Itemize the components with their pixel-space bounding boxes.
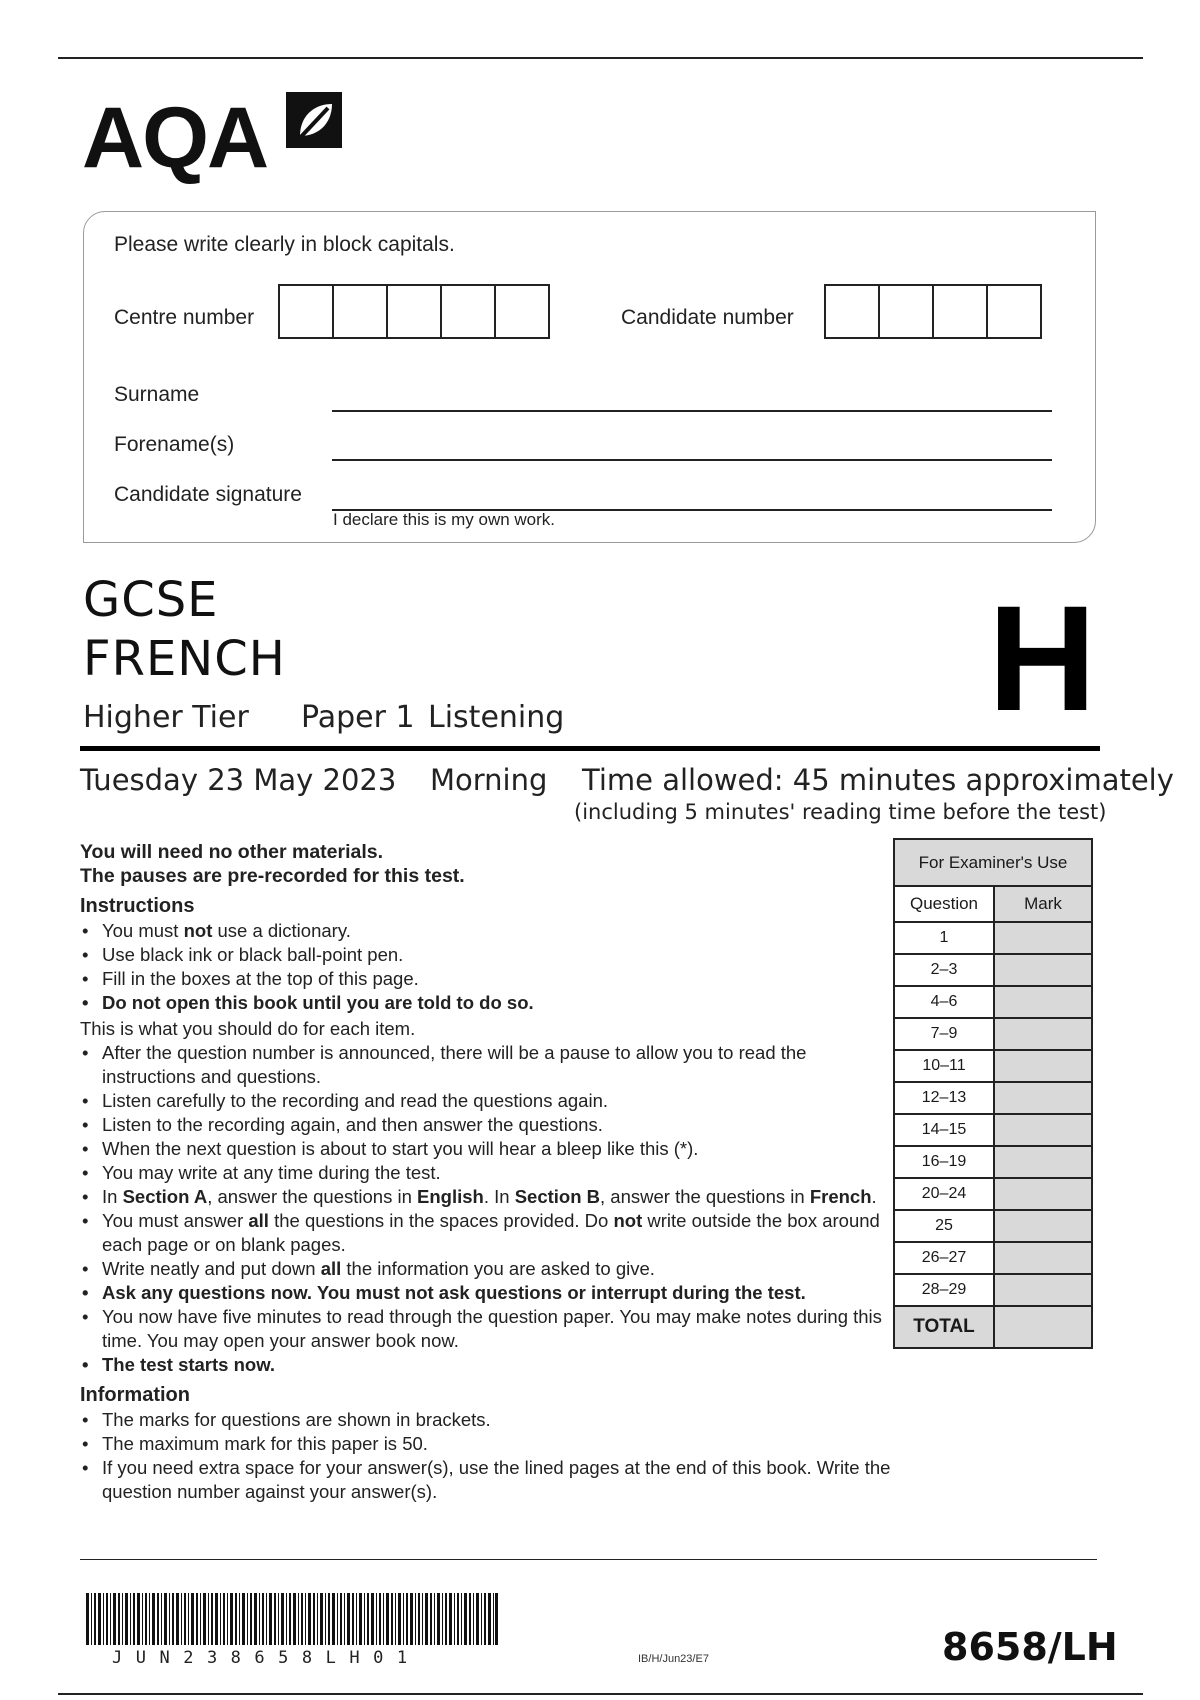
mark-cell[interactable] <box>994 1242 1092 1274</box>
aqa-logo <box>82 88 382 188</box>
mark-cell[interactable] <box>994 1114 1092 1146</box>
list-item: • In Section A, answer the questions in English. In Section B, answer the questions in French. <box>80 1185 895 1209</box>
mark-cell[interactable] <box>994 1178 1092 1210</box>
question-cell: 12–13 <box>894 1082 994 1114</box>
information-heading: Information <box>80 1384 190 1406</box>
barcode-text: JUN238658LH01 <box>112 1648 421 1668</box>
list-item: • You now have five minutes to read through the question paper. You may make notes during this time. You may open your answer book now. <box>80 1305 895 1353</box>
candidate-digit-box[interactable] <box>986 284 1042 339</box>
candidate-digit-box[interactable] <box>824 284 880 339</box>
centre-number-label: Centre number <box>114 306 255 329</box>
list-item: • Ask any questions now. You must not ask questions or interrupt during the test. <box>80 1281 895 1305</box>
list-item: • The test starts now. <box>80 1353 895 1377</box>
logo-text: AQA <box>82 90 268 186</box>
forenames-field[interactable] <box>332 459 1052 461</box>
surname-field[interactable] <box>332 410 1052 412</box>
list-item: • Do not open this book until you are told to do so. <box>80 991 895 1015</box>
total-label: TOTAL <box>894 1306 994 1348</box>
mark-cell[interactable] <box>994 1274 1092 1306</box>
examiner-use-table <box>893 838 1093 1349</box>
question-cell: 20–24 <box>894 1178 994 1210</box>
subject-title: FRENCH <box>83 631 286 687</box>
centre-digit-box[interactable] <box>440 284 496 339</box>
list-item: • Write neatly and put down all the information you are asked to give. <box>80 1257 895 1281</box>
signature-label: Candidate signature <box>114 483 302 506</box>
each-item-intro: This is what you should do for each item. <box>80 1018 416 1039</box>
question-cell: 26–27 <box>894 1242 994 1274</box>
question-cell: 2–3 <box>894 954 994 986</box>
materials-line-2: The pauses are pre-recorded for this test. <box>80 865 465 887</box>
exam-date: Tuesday 23 May 2023 <box>80 763 397 797</box>
mark-cell[interactable] <box>994 1146 1092 1178</box>
materials-line-1: You will need no other materials. <box>80 841 384 863</box>
question-cell: 28–29 <box>894 1274 994 1306</box>
list-item: • After the question number is announced, there will be a pause to allow you to read the instructions and questions. <box>80 1041 895 1089</box>
question-cell: 14–15 <box>894 1114 994 1146</box>
list-item: • Use black ink or black ball-point pen. <box>80 943 895 967</box>
title-rule <box>80 746 1100 751</box>
footer-rule <box>80 1559 1097 1560</box>
reference-code: IB/H/Jun23/E7 <box>638 1653 709 1665</box>
list-item: • The maximum mark for this paper is 50. <box>80 1432 895 1456</box>
question-cell: 1 <box>894 922 994 954</box>
list-item: • When the next question is about to start you will hear a bleep like this (*). <box>80 1137 895 1161</box>
centre-number-field[interactable] <box>278 284 550 339</box>
mark-cell[interactable] <box>994 922 1092 954</box>
bottom-rule <box>58 1693 1143 1695</box>
leaf-icon <box>286 92 342 148</box>
list-item: • The marks for questions are shown in brackets. <box>80 1408 895 1432</box>
barcode-icon <box>86 1593 498 1645</box>
information-list <box>80 1408 895 1504</box>
question-cell: 10–11 <box>894 1050 994 1082</box>
list-item: • Listen to the recording again, and then answer the questions. <box>80 1113 895 1137</box>
total-mark-cell[interactable] <box>994 1306 1092 1348</box>
centre-digit-box[interactable] <box>332 284 388 339</box>
time-note: (including 5 minutes' reading time before the test) <box>574 800 1107 824</box>
mark-cell[interactable] <box>994 986 1092 1018</box>
time-allowed: Time allowed: 45 minutes approximately <box>582 763 1174 797</box>
list-item: • If you need extra space for your answer(s), use the lined pages at the end of this book. Write the question number against your answer(s). <box>80 1456 895 1504</box>
question-column-header: Question <box>894 886 994 922</box>
list-item: • Listen carefully to the recording and read the questions again. <box>80 1089 895 1113</box>
tier-letter: H <box>988 574 1097 742</box>
mark-cell[interactable] <box>994 1082 1092 1114</box>
instructions-block <box>80 840 895 1504</box>
candidate-number-field[interactable] <box>824 284 1042 339</box>
centre-digit-box[interactable] <box>386 284 442 339</box>
top-rule <box>58 57 1143 59</box>
instructions-heading: Instructions <box>80 895 195 917</box>
surname-label: Surname <box>114 383 200 406</box>
question-cell: 4–6 <box>894 986 994 1018</box>
each-item-list <box>80 1041 895 1377</box>
mark-cell[interactable] <box>994 1210 1092 1242</box>
instructions-list <box>80 919 895 1015</box>
centre-digit-box[interactable] <box>278 284 334 339</box>
paper-label: Paper 1 <box>301 700 415 735</box>
declaration-text: I declare this is my own work. <box>333 510 556 529</box>
examiner-table-title: For Examiner's Use <box>894 839 1092 886</box>
block-capitals-instruction: Please write clearly in block capitals. <box>114 233 455 256</box>
question-cell: 7–9 <box>894 1018 994 1050</box>
question-cell: 16–19 <box>894 1146 994 1178</box>
list-item: • You may write at any time during the test. <box>80 1161 895 1185</box>
mark-cell[interactable] <box>994 1050 1092 1082</box>
tier-label: Higher Tier <box>83 700 249 735</box>
mark-cell[interactable] <box>994 1018 1092 1050</box>
component-label: Listening <box>428 700 565 735</box>
forenames-label: Forename(s) <box>114 433 235 456</box>
centre-digit-box[interactable] <box>494 284 550 339</box>
list-item: • You must answer all the questions in the spaces provided. Do not write outside the box around each page or on blank pages. <box>80 1209 895 1257</box>
candidate-digit-box[interactable] <box>878 284 934 339</box>
qualification-title: GCSE <box>83 572 219 628</box>
mark-cell[interactable] <box>994 954 1092 986</box>
mark-column-header: Mark <box>994 886 1092 922</box>
exam-session: Morning <box>430 763 548 797</box>
list-item: • Fill in the boxes at the top of this page. <box>80 967 895 991</box>
candidate-number-label: Candidate number <box>621 306 794 329</box>
list-item: • You must not use a dictionary. <box>80 919 895 943</box>
candidate-digit-box[interactable] <box>932 284 988 339</box>
question-cell: 25 <box>894 1210 994 1242</box>
paper-code: 8658/LH <box>942 1625 1118 1669</box>
